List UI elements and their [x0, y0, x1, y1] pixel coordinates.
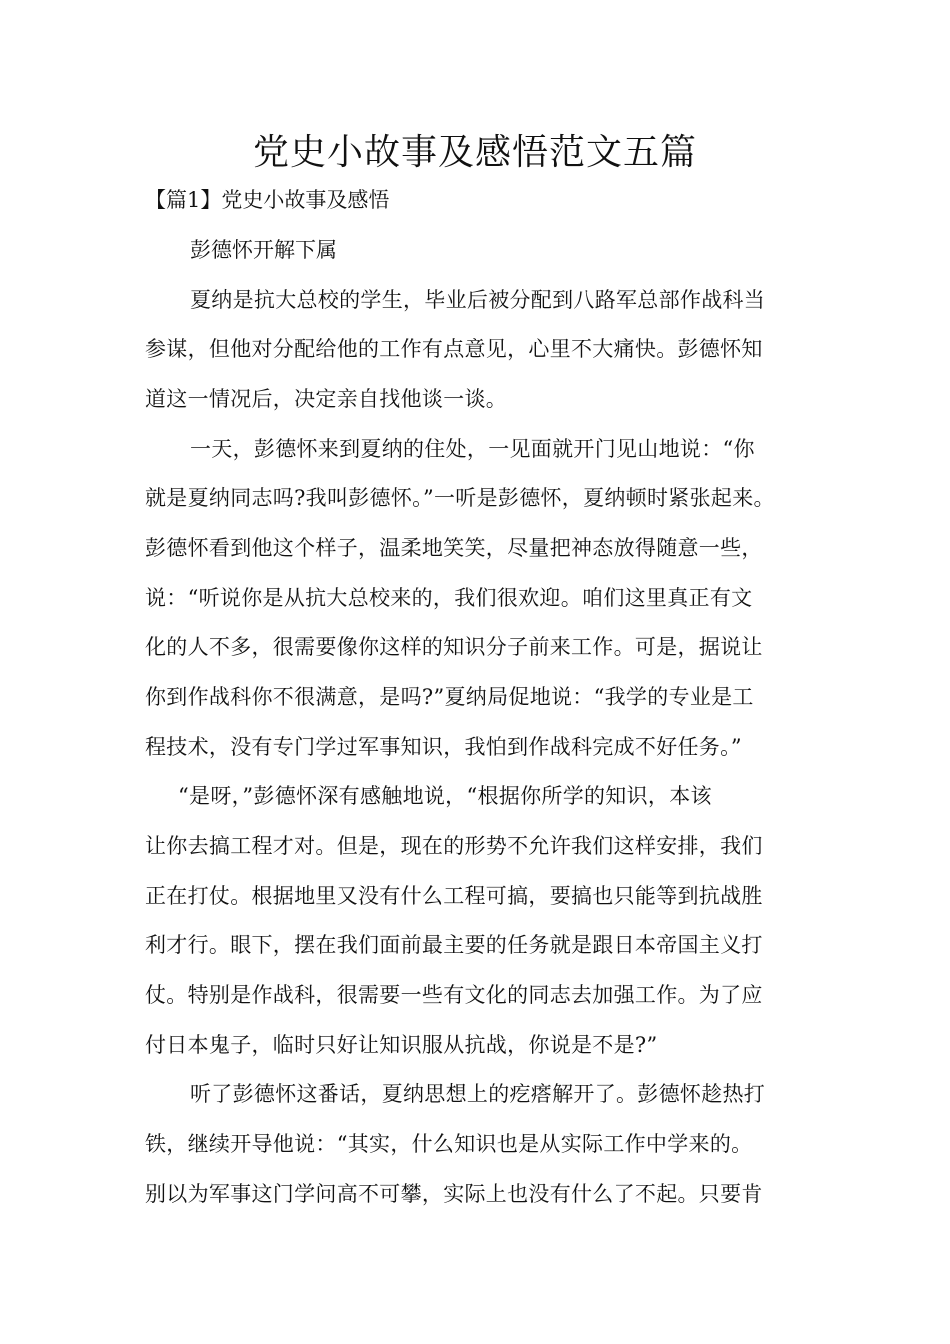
paragraph-line: 彭德怀看到他这个样子，温柔地笑笑，尽量把神态放得随意一些，: [145, 536, 763, 560]
paragraph-line: 参谋，但他对分配给他的工作有点意见，心里不大痛快。彭德怀知: [145, 337, 763, 361]
section-heading: 【篇1】党史小故事及感悟: [145, 188, 390, 212]
paragraph-line: 一天，彭德怀来到夏纳的住处，一见面就开门见山地说：“你: [190, 437, 755, 461]
paragraph-line: 利才行。眼下，摆在我们面前最主要的任务就是跟日本帝国主义打: [145, 933, 763, 957]
paragraph-line: 程技术，没有专门学过军事知识，我怕到作战科完成不好任务。”: [145, 735, 742, 759]
paragraph-line: 让你去搞工程才对。但是，现在的形势不允许我们这样安排，我们: [145, 834, 763, 858]
paragraph-line: “是呀，”彭德怀深有感触地说，“根据你所学的知识，本该: [178, 784, 712, 808]
paragraph-line: 化的人不多，很需要像你这样的知识分子前来工作。可是，据说让: [145, 635, 763, 659]
paragraph-line: 就是夏纳同志吗?我叫彭德怀。”一听是彭德怀，夏纳顿时紧张起来。: [145, 486, 775, 510]
paragraph-line: 仗。特别是作战科，很需要一些有文化的同志去加强工作。为了应: [145, 983, 763, 1007]
paragraph-line: 铁，继续开导他说：“其实，什么知识也是从实际工作中学来的。: [145, 1132, 753, 1156]
paragraph-line: 付日本鬼子，临时只好让知识服从抗战，你说是不是?”: [145, 1033, 658, 1057]
paragraph-line: 听了彭德怀这番话，夏纳思想上的疙瘩解开了。彭德怀趁热打: [190, 1082, 766, 1106]
paragraph-line: 正在打仗。根据地里又没有什么工程可搞，要搞也只能等到抗战胜: [145, 884, 763, 908]
paragraph-line: 你到作战科你不很满意，是吗?”夏纳局促地说：“我学的专业是工: [145, 685, 754, 709]
story-title: 彭德怀开解下属: [190, 238, 337, 262]
paragraph-line: 说：“听说你是从抗大总校来的，我们很欢迎。咱们这里真正有文: [145, 586, 753, 610]
paragraph-line: 道这一情况后，决定亲自找他谈一谈。: [145, 387, 508, 411]
document-title: 党史小故事及感悟范文五篇: [252, 132, 697, 173]
paragraph-line: 夏纳是抗大总校的学生，毕业后被分配到八路军总部作战科当: [190, 288, 766, 312]
paragraph-line: 别以为军事这门学问高不可攀，实际上也没有什么了不起。只要肯: [145, 1182, 763, 1206]
